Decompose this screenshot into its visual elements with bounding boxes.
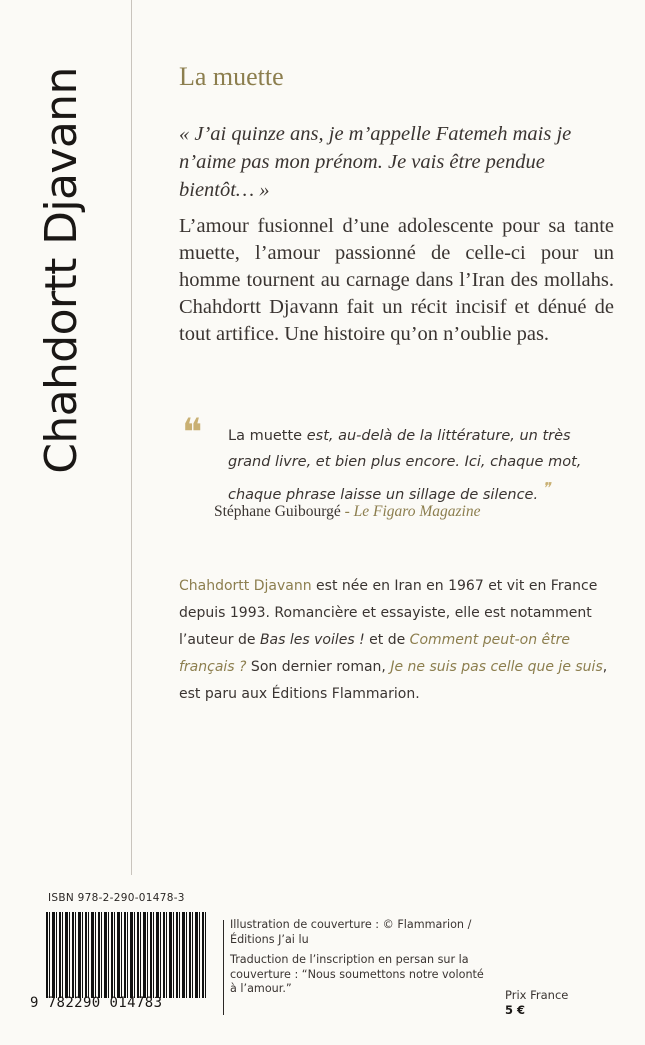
barcode-area — [30, 892, 210, 1017]
review-attribution — [214, 503, 481, 521]
spine-divider — [131, 0, 132, 875]
illustration-credit: Illustration de couverture : © Flammarion / Éditions J’ai lu — [230, 918, 472, 946]
bio-author-name: Chahdortt Djavann — [179, 578, 312, 594]
opening-quote: « J’ai quinze ans, je m’appelle Fatemeh mais je n’aime pas mon prénom. Je vais être pendue bientôt… » — [179, 123, 572, 201]
spine-author — [26, 60, 96, 480]
press-review — [228, 423, 600, 508]
translation-credit: Traduction de l’inscription en persan sur la couverture : “Nous soumettons notre volonté à l’amour.” — [230, 953, 484, 995]
author-bio — [179, 573, 619, 708]
bio-text-4: , est paru aux Éditions Flammarion. — [179, 659, 608, 702]
spine-author-text: Chahdortt Djavann — [35, 66, 87, 474]
review-book-title: La muette — [228, 428, 303, 444]
book-summary: L’amour fusionnel d’une adolescente pour sa tante muette, l’amour passionné de celle-ci pour un homme tournent au carnage dans l’Iran des mollahs. Chahdortt Djavann fait un récit incisif et dénué de tout artifice. Une histoire qu’on n’oublie pas. — [179, 215, 614, 345]
review-separator: - — [340, 503, 354, 520]
review-publication: Le Figaro Magazine — [353, 503, 481, 520]
credits-divider — [223, 920, 224, 1015]
bio-book-3: Je ne suis pas celle que je suis — [390, 659, 603, 675]
close-quote-icon: ❞ — [542, 479, 551, 497]
isbn-label: ISBN 978-2-290-01478-3 — [48, 892, 185, 904]
barcode-digits: 9 782290 014783 — [30, 995, 163, 1011]
price-block — [505, 988, 568, 1018]
barcode-icon — [46, 912, 206, 998]
price-label: Prix France — [505, 988, 569, 1002]
bio-book-2: Comment peut-on être français ? — [179, 632, 570, 675]
cover-credits — [230, 918, 485, 1003]
bio-text-2: et de — [364, 632, 410, 648]
bio-book-1: Bas les voiles ! — [259, 632, 365, 648]
price-amount: 5 € — [505, 1003, 526, 1017]
review-critic: Stéphane Guibourgé — [214, 503, 341, 520]
bio-text-1: est née en Iran en 1967 et vit en France depuis 1993. Romancière et essayiste, elle est notamment l’auteur de — [179, 578, 598, 648]
review-text: est, au-delà de la littérature, un très grand livre, et bien plus encore. Ici, chaque mot, chaque phrase laisse un sillage de silence. — [228, 428, 582, 503]
open-quote-icon: ❝ — [182, 410, 203, 454]
bio-text-3: Son dernier roman, — [246, 659, 391, 675]
book-title: La muette — [179, 62, 284, 91]
